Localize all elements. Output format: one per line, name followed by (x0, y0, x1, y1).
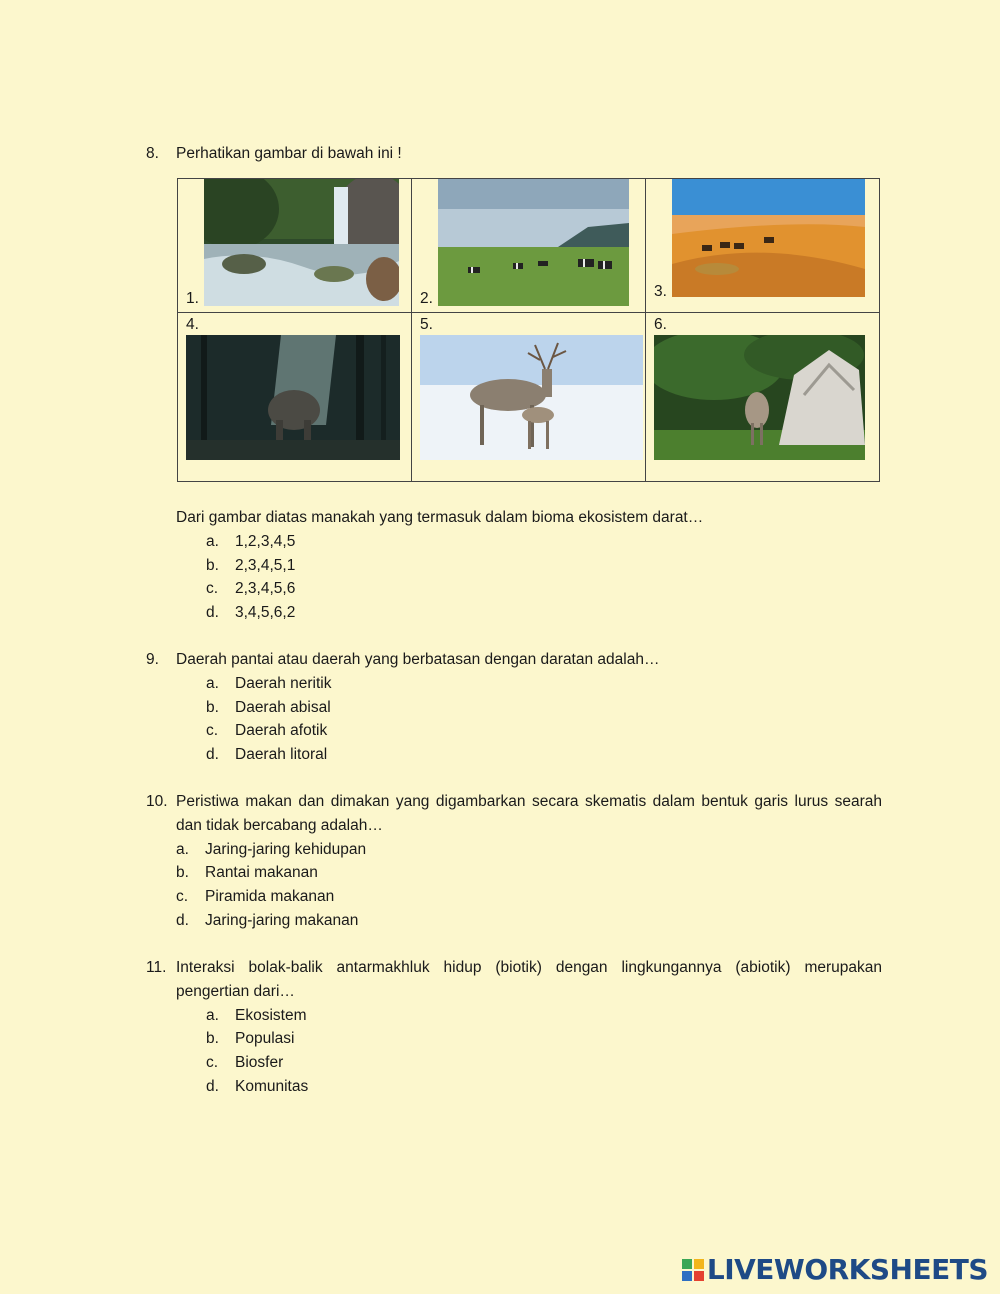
image-number: 6. (654, 316, 667, 333)
image-cell-3 (646, 179, 880, 313)
question-text: Daerah pantai atau daerah yang berbatasan dengan daratan adalah… (176, 651, 660, 668)
forest-wolf-image (654, 335, 865, 460)
option-text: Daerah afotik (235, 722, 328, 740)
question-text-line-2: pengertian dari… (176, 982, 295, 1000)
question-number: 11. (146, 959, 167, 976)
option-text: Biosfer (235, 1054, 284, 1072)
question-text-line-2: dan tidak bercabang adalah… (176, 816, 383, 834)
question-number: 10. (146, 793, 168, 810)
option-text: 1,2,3,4,5 (235, 532, 296, 550)
image-number: 4. (186, 316, 199, 333)
image-number: 3. (654, 283, 667, 300)
option-letter: b. (206, 1030, 219, 1048)
image-cell-4 (178, 313, 412, 482)
option-letter: a. (206, 532, 219, 550)
option-text: Daerah litoral (235, 746, 328, 764)
option-letter: c. (206, 580, 219, 598)
option-text: Piramida makanan (205, 888, 335, 906)
desert-camel-image (672, 179, 865, 297)
image-cell-5 (412, 313, 646, 482)
liveworksheets-brand (682, 1253, 988, 1286)
option-text: Populasi (235, 1030, 295, 1048)
option-text: Komunitas (235, 1077, 309, 1095)
liveworksheets-logo-icon (682, 1259, 704, 1281)
question-prompt: Dari gambar diatas manakah yang termasuk dalam bioma ekosistem darat… (176, 509, 704, 526)
option-letter: b. (176, 864, 189, 882)
image-cell-2 (412, 179, 646, 313)
question-text-line-1: Interaksi bolak-balik antarmakhluk hidup (biotik) dengan lingkungannya (abiotik) merupakan (176, 959, 882, 976)
option-text: Daerah abisal (235, 698, 331, 716)
logo-square (682, 1271, 692, 1281)
question-text: Perhatikan gambar di bawah ini ! (176, 145, 402, 162)
logo-square (682, 1259, 692, 1269)
forest-elephant-image (186, 335, 400, 460)
image-number: 5. (420, 316, 433, 333)
option-letter: a. (176, 840, 189, 858)
option-letter: d. (176, 911, 189, 929)
waterfall-river-image (204, 179, 399, 306)
option-letter: d. (206, 1077, 219, 1095)
option-text: 2,3,4,5,6 (235, 580, 296, 598)
option-letter: b. (206, 698, 219, 716)
image-number: 1. (186, 290, 199, 307)
option-text: Jaring-jaring kehidupan (205, 840, 367, 858)
option-letter: c. (206, 1054, 219, 1072)
brand-name: LIVEWORKSHEETS (706, 1253, 988, 1286)
option-text: Daerah neritik (235, 674, 332, 692)
question-number: 9. (146, 651, 159, 668)
question-number: 8. (146, 145, 159, 162)
option-letter: c. (176, 888, 189, 906)
option-text: 3,4,5,6,2 (235, 604, 296, 622)
image-grid (177, 178, 880, 482)
option-letter: a. (206, 674, 219, 692)
logo-square (694, 1259, 704, 1269)
option-letter: d. (206, 604, 219, 622)
image-cell-1 (178, 179, 412, 313)
question-text-line-1: Peristiwa makan dan dimakan yang digambarkan secara skematis dalam bentuk garis lurus searah (176, 793, 882, 810)
image-number: 2. (420, 290, 433, 307)
option-text: Jaring-jaring makanan (205, 911, 359, 929)
option-letter: c. (206, 722, 219, 740)
option-text: Ekosistem (235, 1006, 307, 1024)
grassland-zebra-image (438, 179, 629, 306)
logo-square (694, 1271, 704, 1281)
option-letter: d. (206, 746, 219, 764)
image-cell-6 (646, 313, 880, 482)
option-letter: b. (206, 556, 219, 574)
option-letter: a. (206, 1006, 219, 1024)
tundra-reindeer-image (420, 335, 643, 460)
option-text: 2,3,4,5,1 (235, 556, 296, 574)
option-text: Rantai makanan (205, 864, 318, 882)
